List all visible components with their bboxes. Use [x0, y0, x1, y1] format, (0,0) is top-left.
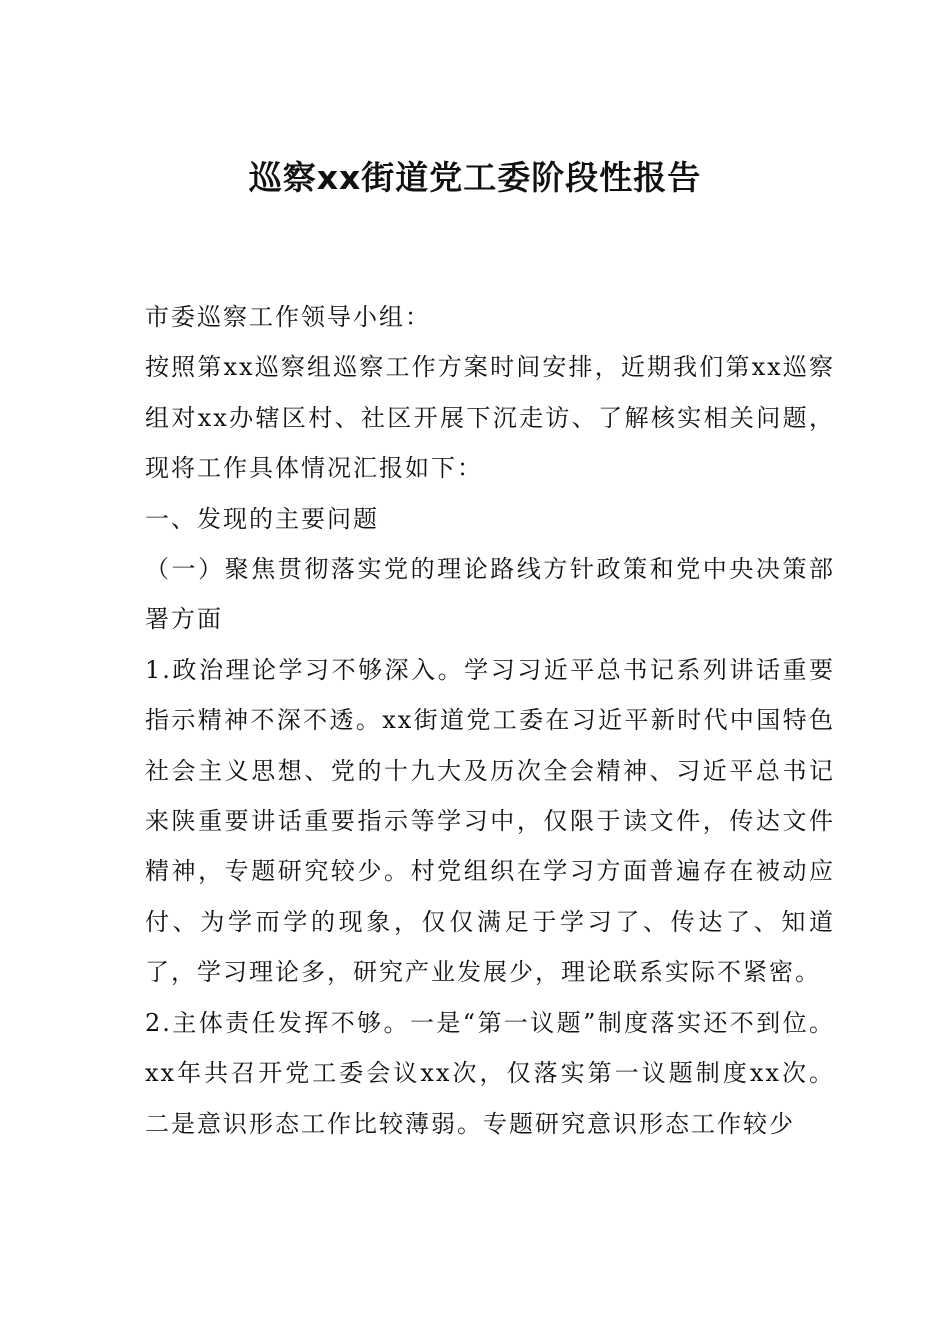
document-body: [145, 292, 835, 1149]
subsection-heading: （一）聚焦贯彻落实党的理论路线方针政策和党中央决策部署方面: [145, 555, 835, 634]
salutation-paragraph: 市委巡察工作领导小组：: [145, 303, 431, 331]
item-1-paragraph: 1.政治理论学习不够深入。学习习近平总书记系列讲话重要指示精神不深不透。xx街道党工委在习近平新时代中国特色社会主义思想、党的十九大及历次全会精神、习近平总书记来陕重要讲话重要指示等学习中，仅限于读文件，传达文件精神，专题研究较少。村党组织在学习方面普遍存在被动应付、为学而学的现象，仅仅满足于学习了、传达了、知道了，学习理论多，研究产业发展少，理论联系实际不紧密。: [145, 655, 835, 987]
document-title: 巡察xx街道党工委阶段性报告: [248, 158, 702, 197]
intro-paragraph: 按照第xx巡察组巡察工作方案时间安排，近期我们第xx巡察组对xx办辖区村、社区开展下沉走访、了解核实相关问题，现将工作具体情况汇报如下：: [145, 353, 835, 483]
section-heading: 一、发现的主要问题: [145, 504, 379, 533]
item-2-paragraph: 2.主体责任发挥不够。一是“第一议题”制度落实还不到位。xx年共召开党工委会议xx次，仅落实第一议题制度xx次。二是意识形态工作比较薄弱。专题研究意识形态工作较少: [145, 1008, 835, 1138]
